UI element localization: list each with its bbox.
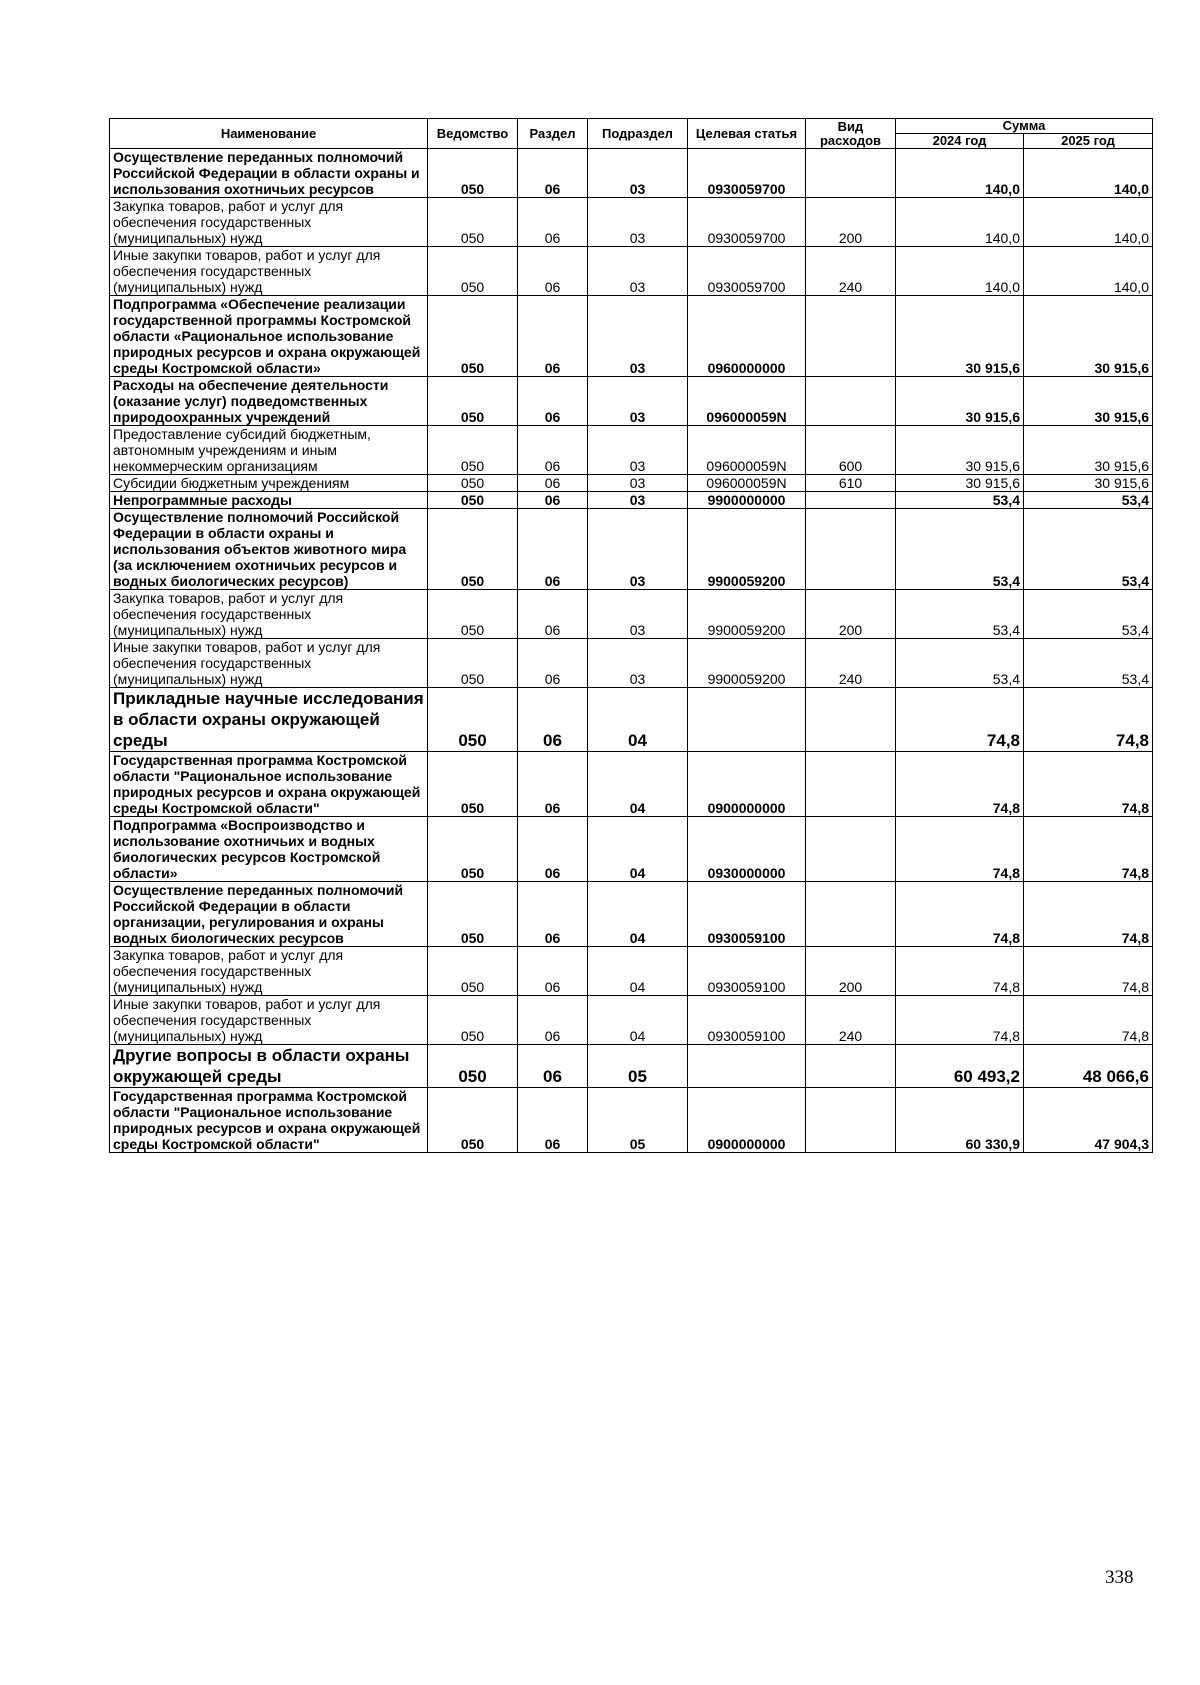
row-sum-2024-cell: 74,8 [896, 752, 1024, 817]
row-department-cell: 050 [428, 1045, 518, 1088]
row-sum-2025-cell: 30 915,6 [1024, 475, 1153, 492]
row-sum-2025-cell: 74,8 [1024, 817, 1153, 882]
table-row [110, 377, 1153, 426]
row-section-cell: 06 [518, 377, 588, 426]
header-year-2025: 2025 год [1024, 134, 1153, 149]
row-department-cell: 050 [428, 296, 518, 377]
row-sum-2025-cell: 140,0 [1024, 247, 1153, 296]
row-target-article-cell: 0930000000 [688, 817, 806, 882]
row-section-cell: 06 [518, 817, 588, 882]
row-target-article-cell: 0900000000 [688, 1088, 806, 1153]
row-department-cell: 050 [428, 426, 518, 475]
row-sum-2024-cell: 30 915,6 [896, 475, 1024, 492]
row-name-cell: Иные закупки товаров, работ и услуг для обеспечения государственных (муниципальных) нужд [110, 996, 428, 1045]
row-sum-2025-cell: 53,4 [1024, 590, 1153, 639]
row-expense-type-cell: 240 [806, 996, 896, 1045]
row-expense-type-cell [806, 509, 896, 590]
row-sum-2025-cell: 140,0 [1024, 149, 1153, 198]
row-expense-type-cell: 610 [806, 475, 896, 492]
row-target-article-cell: 0930059100 [688, 947, 806, 996]
row-sum-2025-cell: 48 066,6 [1024, 1045, 1153, 1088]
row-name-cell: Иные закупки товаров, работ и услуг для обеспечения государственных (муниципальных) нужд [110, 247, 428, 296]
table-row [110, 509, 1153, 590]
row-section-cell: 06 [518, 509, 588, 590]
row-target-article-cell: 9900059200 [688, 639, 806, 688]
row-subsection-cell: 04 [588, 996, 688, 1045]
row-name-cell: Расходы на обеспечение деятельности (оказание услуг) подведомственных природоохранных учреждений [110, 377, 428, 426]
table-body [110, 149, 1153, 1153]
row-section-cell: 06 [518, 947, 588, 996]
header-target-article: Целевая статья [688, 119, 806, 149]
table-row [110, 426, 1153, 475]
row-department-cell: 050 [428, 509, 518, 590]
row-target-article-cell: 0930059700 [688, 247, 806, 296]
row-expense-type-cell [806, 296, 896, 377]
row-sum-2024-cell: 74,8 [896, 688, 1024, 752]
row-name-cell: Подпрограмма «Обеспечение реализации государственной программы Костромской области «Рациональное использование природных ресурсов и охрана окружающей среды Костромской области» [110, 296, 428, 377]
row-department-cell: 050 [428, 882, 518, 947]
row-expense-type-cell: 240 [806, 247, 896, 296]
row-sum-2025-cell: 30 915,6 [1024, 296, 1153, 377]
row-sum-2024-cell: 74,8 [896, 947, 1024, 996]
row-section-cell: 06 [518, 590, 588, 639]
header-year-2024: 2024 год [896, 134, 1024, 149]
row-section-cell: 06 [518, 198, 588, 247]
row-department-cell: 050 [428, 752, 518, 817]
row-expense-type-cell: 200 [806, 198, 896, 247]
table-row [110, 590, 1153, 639]
row-subsection-cell: 03 [588, 639, 688, 688]
row-sum-2024-cell: 53,4 [896, 590, 1024, 639]
row-expense-type-cell: 600 [806, 426, 896, 475]
row-department-cell: 050 [428, 149, 518, 198]
row-sum-2024-cell: 140,0 [896, 198, 1024, 247]
row-department-cell: 050 [428, 475, 518, 492]
row-subsection-cell: 03 [588, 426, 688, 475]
row-name-cell: Непрограммные расходы [110, 492, 428, 509]
row-sum-2025-cell: 74,8 [1024, 688, 1153, 752]
row-department-cell: 050 [428, 996, 518, 1045]
row-name-cell: Осуществление переданных полномочий Российской Федерации в области организации, регулирования и охраны водных биологических ресурсов [110, 882, 428, 947]
row-name-cell: Прикладные научные исследования в области охраны окружающей среды [110, 688, 428, 752]
row-section-cell: 06 [518, 996, 588, 1045]
row-sum-2024-cell: 53,4 [896, 492, 1024, 509]
row-subsection-cell: 04 [588, 947, 688, 996]
row-expense-type-cell: 240 [806, 639, 896, 688]
row-subsection-cell: 04 [588, 817, 688, 882]
table-row [110, 817, 1153, 882]
row-department-cell: 050 [428, 492, 518, 509]
row-target-article-cell: 0930059700 [688, 149, 806, 198]
row-expense-type-cell [806, 377, 896, 426]
row-expense-type-cell [806, 1088, 896, 1153]
row-section-cell: 06 [518, 492, 588, 509]
row-section-cell: 06 [518, 688, 588, 752]
row-sum-2025-cell: 74,8 [1024, 947, 1153, 996]
row-subsection-cell: 04 [588, 752, 688, 817]
table-row [110, 1045, 1153, 1088]
row-target-article-cell: 9900059200 [688, 509, 806, 590]
row-sum-2024-cell: 60 330,9 [896, 1088, 1024, 1153]
row-subsection-cell: 03 [588, 590, 688, 639]
row-sum-2025-cell: 53,4 [1024, 492, 1153, 509]
row-name-cell: Закупка товаров, работ и услуг для обеспечения государственных (муниципальных) нужд [110, 590, 428, 639]
row-sum-2024-cell: 53,4 [896, 639, 1024, 688]
row-name-cell: Государственная программа Костромской области "Рациональное использование природных ресурсов и охрана окружающей среды Костромской области" [110, 1088, 428, 1153]
table-row [110, 492, 1153, 509]
row-name-cell: Другие вопросы в области охраны окружающей среды [110, 1045, 428, 1088]
row-subsection-cell: 05 [588, 1088, 688, 1153]
row-department-cell: 050 [428, 247, 518, 296]
row-name-cell: Государственная программа Костромской области "Рациональное использование природных ресурсов и охрана окружающей среды Костромской области" [110, 752, 428, 817]
row-subsection-cell: 04 [588, 882, 688, 947]
row-name-cell: Осуществление полномочий Российской Федерации в области охраны и использования объектов животного мира (за исключением охотничьих ресурсов и водных биологических ресурсов) [110, 509, 428, 590]
row-section-cell: 06 [518, 247, 588, 296]
page-number: 338 [1105, 1567, 1134, 1588]
row-target-article-cell [688, 688, 806, 752]
row-sum-2025-cell: 53,4 [1024, 509, 1153, 590]
row-target-article-cell: 0930059700 [688, 198, 806, 247]
row-sum-2024-cell: 60 493,2 [896, 1045, 1024, 1088]
row-target-article-cell: 0960000000 [688, 296, 806, 377]
row-sum-2025-cell: 47 904,3 [1024, 1088, 1153, 1153]
row-expense-type-cell [806, 492, 896, 509]
row-name-cell: Предоставление субсидий бюджетным, автономным учреждениям и иным некоммерческим организациям [110, 426, 428, 475]
row-subsection-cell: 03 [588, 509, 688, 590]
row-section-cell: 06 [518, 149, 588, 198]
row-target-article-cell [688, 1045, 806, 1088]
table-row [110, 149, 1153, 198]
row-expense-type-cell: 200 [806, 590, 896, 639]
row-department-cell: 050 [428, 377, 518, 426]
row-name-cell: Закупка товаров, работ и услуг для обеспечения государственных (муниципальных) нужд [110, 198, 428, 247]
table-row [110, 198, 1153, 247]
row-subsection-cell: 04 [588, 688, 688, 752]
row-sum-2025-cell: 74,8 [1024, 996, 1153, 1045]
table-row [110, 688, 1153, 752]
row-department-cell: 050 [428, 688, 518, 752]
row-subsection-cell: 03 [588, 149, 688, 198]
row-sum-2024-cell: 30 915,6 [896, 426, 1024, 475]
row-section-cell: 06 [518, 1045, 588, 1088]
header-sum: Сумма [896, 119, 1153, 134]
row-target-article-cell: 0930059100 [688, 882, 806, 947]
row-department-cell: 050 [428, 947, 518, 996]
row-subsection-cell: 03 [588, 296, 688, 377]
row-name-cell: Субсидии бюджетным учреждениям [110, 475, 428, 492]
row-sum-2025-cell: 140,0 [1024, 198, 1153, 247]
header-section: Раздел [518, 119, 588, 149]
row-sum-2024-cell: 53,4 [896, 509, 1024, 590]
row-target-article-cell: 9900059200 [688, 590, 806, 639]
header-name: Наименование [110, 119, 428, 149]
table-row [110, 475, 1153, 492]
row-department-cell: 050 [428, 817, 518, 882]
row-department-cell: 050 [428, 639, 518, 688]
table-row [110, 247, 1153, 296]
table-row [110, 882, 1153, 947]
row-subsection-cell: 03 [588, 198, 688, 247]
row-sum-2025-cell: 30 915,6 [1024, 426, 1153, 475]
row-section-cell: 06 [518, 882, 588, 947]
table-row [110, 639, 1153, 688]
row-section-cell: 06 [518, 426, 588, 475]
row-department-cell: 050 [428, 1088, 518, 1153]
row-section-cell: 06 [518, 639, 588, 688]
header-subsection: Подраздел [588, 119, 688, 149]
row-subsection-cell: 05 [588, 1045, 688, 1088]
row-sum-2025-cell: 53,4 [1024, 639, 1153, 688]
row-target-article-cell: 0930059100 [688, 996, 806, 1045]
table-row [110, 296, 1153, 377]
header-expense-type: Вид расходов [806, 119, 896, 149]
row-expense-type-cell [806, 882, 896, 947]
row-section-cell: 06 [518, 752, 588, 817]
row-target-article-cell: 0900000000 [688, 752, 806, 817]
row-sum-2024-cell: 74,8 [896, 996, 1024, 1045]
row-sum-2025-cell: 74,8 [1024, 752, 1153, 817]
table-row [110, 752, 1153, 817]
row-section-cell: 06 [518, 1088, 588, 1153]
row-expense-type-cell: 200 [806, 947, 896, 996]
row-sum-2024-cell: 140,0 [896, 149, 1024, 198]
row-sum-2024-cell: 74,8 [896, 882, 1024, 947]
row-target-article-cell: 9900000000 [688, 492, 806, 509]
row-department-cell: 050 [428, 198, 518, 247]
row-name-cell: Подпрограмма «Воспроизводство и использование охотничьих и водных биологических ресурсов Костромской области» [110, 817, 428, 882]
row-subsection-cell: 03 [588, 377, 688, 426]
row-expense-type-cell [806, 1045, 896, 1088]
row-expense-type-cell [806, 688, 896, 752]
row-expense-type-cell [806, 817, 896, 882]
row-expense-type-cell [806, 752, 896, 817]
row-department-cell: 050 [428, 590, 518, 639]
row-subsection-cell: 03 [588, 492, 688, 509]
row-name-cell: Осуществление переданных полномочий Российской Федерации в области охраны и использования охотничьих ресурсов [110, 149, 428, 198]
row-section-cell: 06 [518, 296, 588, 377]
row-name-cell: Иные закупки товаров, работ и услуг для обеспечения государственных (муниципальных) нужд [110, 639, 428, 688]
row-sum-2024-cell: 74,8 [896, 817, 1024, 882]
row-target-article-cell: 096000059N [688, 475, 806, 492]
header-department: Ведомство [428, 119, 518, 149]
row-sum-2025-cell: 30 915,6 [1024, 377, 1153, 426]
table-row [110, 996, 1153, 1045]
budget-table [109, 118, 1153, 1153]
row-sum-2024-cell: 30 915,6 [896, 377, 1024, 426]
table-row [110, 947, 1153, 996]
row-name-cell: Закупка товаров, работ и услуг для обеспечения государственных (муниципальных) нужд [110, 947, 428, 996]
row-target-article-cell: 096000059N [688, 377, 806, 426]
row-subsection-cell: 03 [588, 247, 688, 296]
row-section-cell: 06 [518, 475, 588, 492]
row-sum-2024-cell: 30 915,6 [896, 296, 1024, 377]
row-expense-type-cell [806, 149, 896, 198]
row-sum-2024-cell: 140,0 [896, 247, 1024, 296]
row-target-article-cell: 096000059N [688, 426, 806, 475]
table-row [110, 1088, 1153, 1153]
row-subsection-cell: 03 [588, 475, 688, 492]
row-sum-2025-cell: 74,8 [1024, 882, 1153, 947]
